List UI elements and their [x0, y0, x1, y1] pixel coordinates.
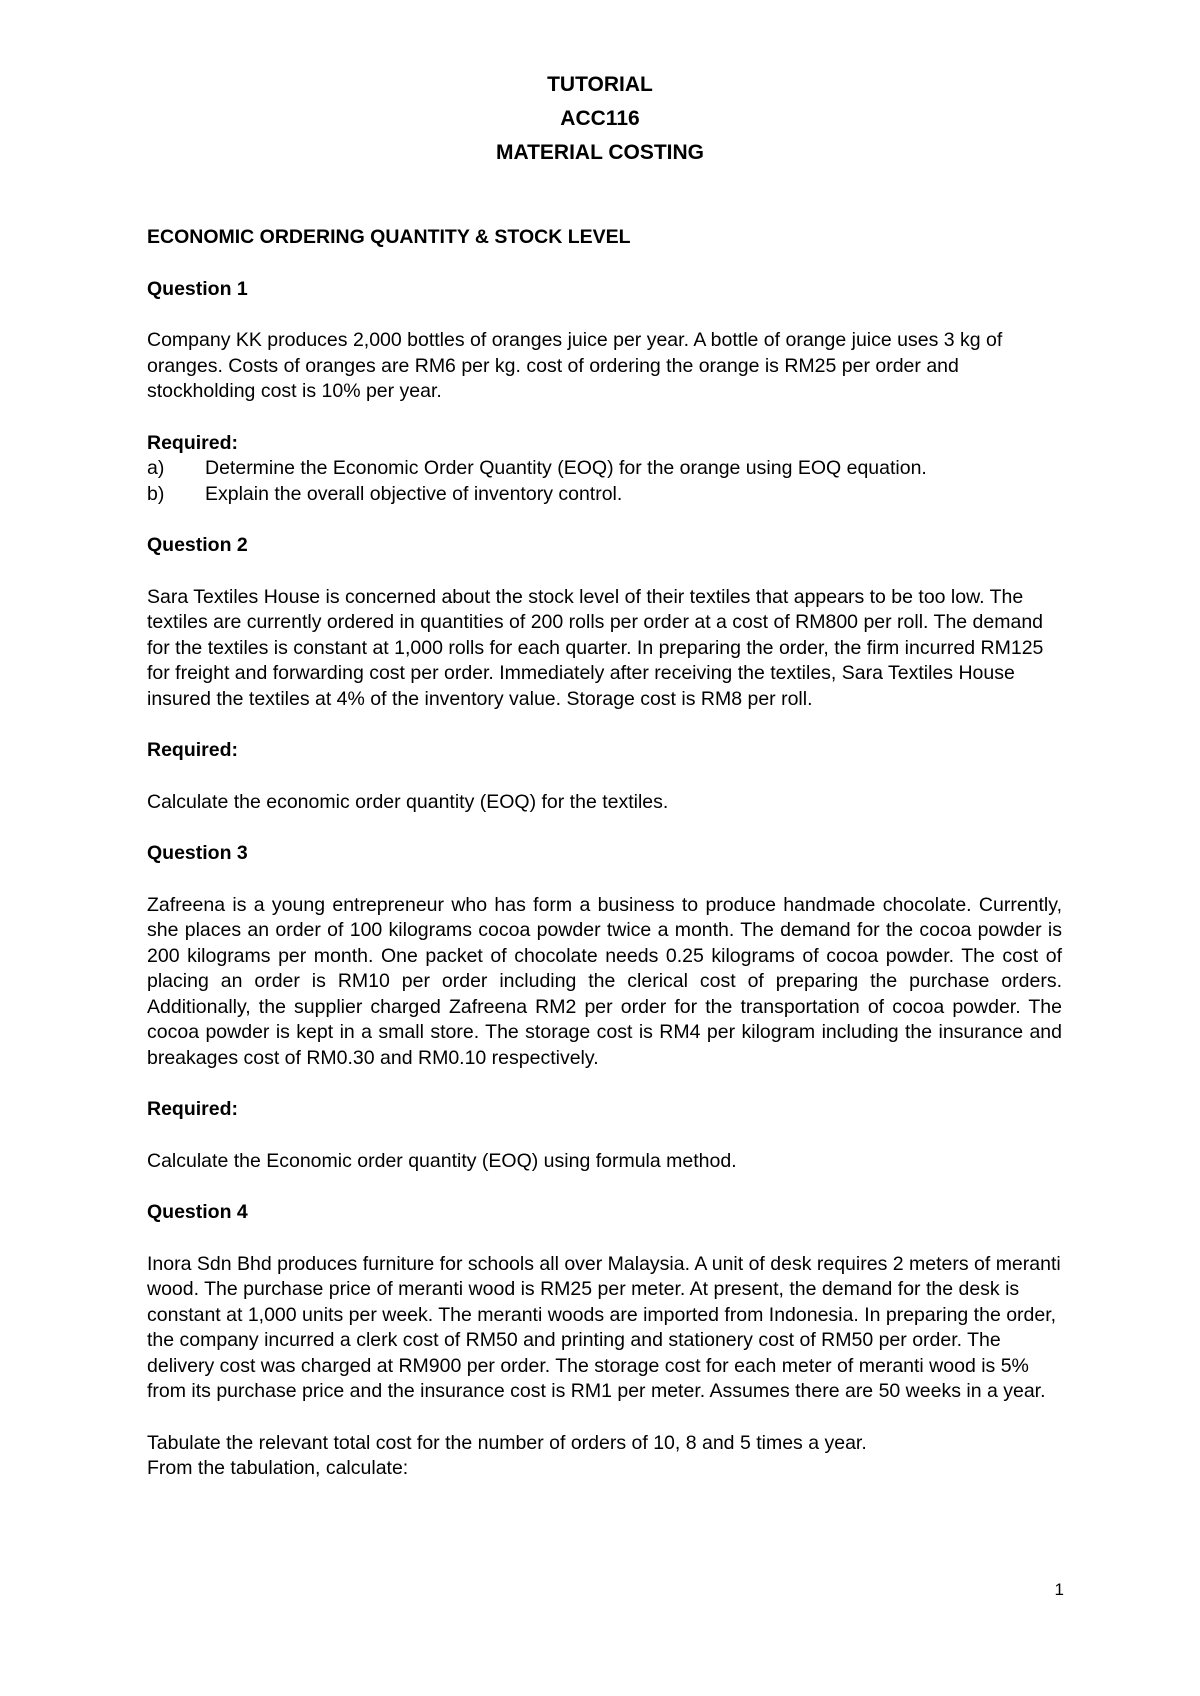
- question-4-instructions: [147, 1431, 1062, 1482]
- list-item-label: b): [147, 482, 165, 505]
- question-1-required-label: Required:: [147, 431, 239, 454]
- question-3-title: Question 3: [147, 842, 248, 864]
- question-4-tabulate: Tabulate the relevant total cost for the number of orders of 10, 8 and 5 times a year.: [147, 1431, 867, 1454]
- question-4-text: Inora Sdn Bhd produces furniture for schools all over Malaysia. A unit of desk requires 2 meters of meranti wood. The purchase price of meranti wood is RM25 per meter. At present, the demand for the desk is constant at 1,000 units per week. The meranti woods are imported from Indonesia. In preparing the order, the company incurred a clerk cost of RM50 and printing and stationery cost of RM50 per order. The delivery cost was charged at RM900 per order. The storage cost for each meter of meranti wood is 5% from its purchase price and the insurance cost is RM1 per meter. Assumes there are 50 weeks in a year.: [147, 1252, 1061, 1402]
- page-number: 1: [1054, 1580, 1064, 1599]
- question-2-required-label: Required:: [147, 739, 239, 761]
- list-item-text: Explain the overall objective of inventory control.: [205, 482, 623, 505]
- header-topic: MATERIAL COSTING: [495, 141, 705, 164]
- question-1-title: Question 1: [147, 277, 248, 300]
- question-3-text: Zafreena is a young entrepreneur who has form a business to produce handmade chocolate. Currently, she places an order of 100 kilograms cocoa powder twice a month. The demand for the cocoa powder is 200 kilograms per month. One packet of chocolate needs 0.25 kilograms of cocoa powder. The cost of placing an order is RM10 per order including the clerical cost of preparing the purchase orders. Additionally, the supplier charged Zafreena RM2 per order for the transportation of cocoa powder. The cocoa powder is kept in a small store. The storage cost is RM4 per kilogram including the insurance and breakages cost of RM0.30 and RM0.10 respectively.: [147, 893, 1062, 1069]
- section-title: ECONOMIC ORDERING QUANTITY & STOCK LEVEL: [147, 226, 631, 248]
- question-1-required: [147, 431, 1062, 508]
- question-3-task: Calculate the Economic order quantity (EOQ) using formula method.: [147, 1149, 737, 1172]
- question-1-item-a: [147, 456, 1062, 482]
- question-3-required-label: Required:: [147, 1098, 239, 1120]
- header-course-code: ACC116: [560, 107, 640, 130]
- question-2-title: Question 2: [147, 534, 248, 556]
- question-4-from-tabulation: From the tabulation, calculate:: [147, 1457, 409, 1479]
- question-4-title: Question 4: [147, 1201, 248, 1223]
- question-2-task: Calculate the economic order quantity (EOQ) for the textiles.: [147, 790, 669, 813]
- question-1-text: Company KK produces 2,000 bottles of oranges juice per year. A bottle of orange juice uses 3 kg of oranges. Costs of oranges are RM6 per kg. cost of ordering the orange is RM25 per order and stockholding cost is 10% per year.: [147, 329, 1003, 402]
- question-1-item-b: [147, 482, 1062, 508]
- document-body: [147, 225, 1062, 1482]
- header-title: TUTORIAL: [547, 73, 653, 96]
- question-2-text: Sara Textiles House is concerned about the stock level of their textiles that appears to be too low. The textiles are currently ordered in quantities of 200 rolls per order at a cost of RM800 per roll. The demand for the textiles is constant at 1,000 rolls for each quarter. In preparing the order, the firm incurred RM125 for freight and forwarding cost per order. Immediately after receiving the textiles, Sara Textiles House insured the textiles at 4% of the inventory value. Storage cost is RM8 per roll.: [147, 585, 1044, 710]
- document-header: [0, 68, 1200, 170]
- list-item-label: a): [147, 457, 165, 479]
- list-item-text: Determine the Economic Order Quantity (EOQ) for the orange using EOQ equation.: [205, 457, 927, 479]
